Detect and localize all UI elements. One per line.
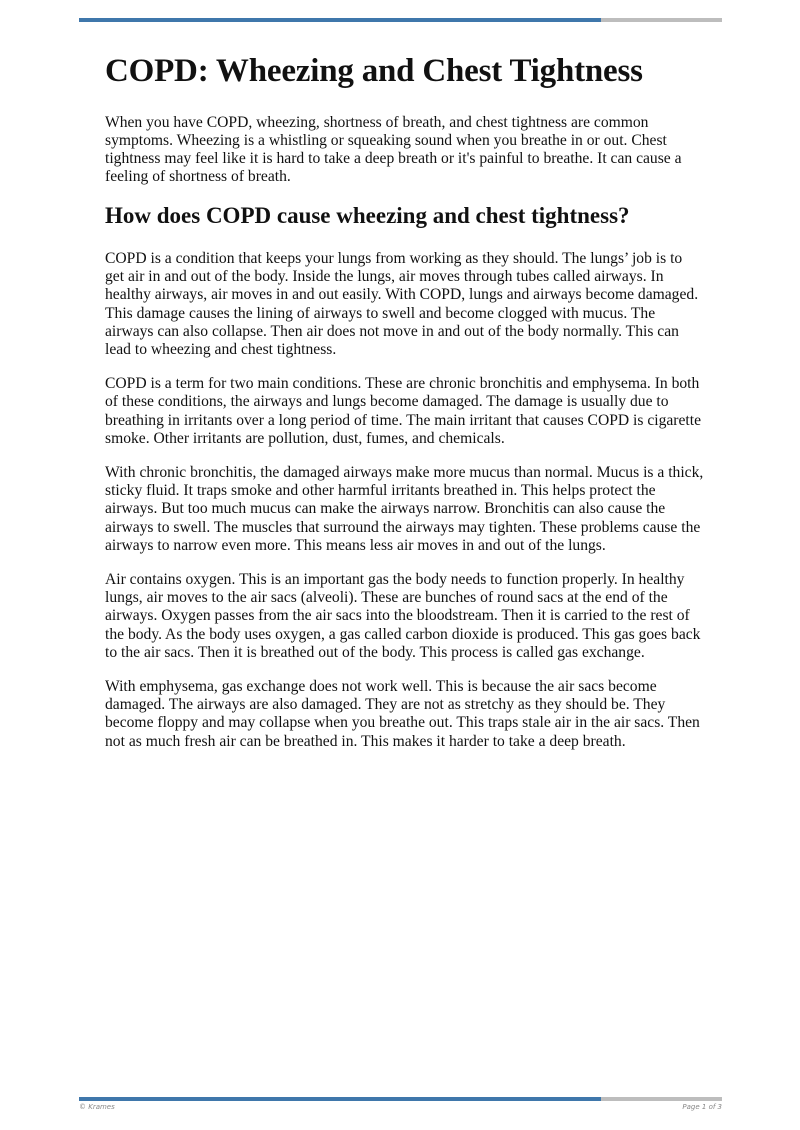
body-paragraph: COPD is a condition that keeps your lungs from working as they should. The lungs’ job is to get air in and out of the body. Inside the lungs, air moves through tubes called airways. In healthy airways, air moves in and out easily. With COPD, lungs and airways become damaged. This damage causes the lining of airways to swell and become clogged with mucus. The airways can also collapse. Then air does not move in and out of the body normally. This can lead to wheezing and chest tightness. bbox=[105, 250, 699, 359]
page-title: COPD: Wheezing and Chest Tightness bbox=[105, 53, 643, 89]
body-paragraph: With chronic bronchitis, the damaged airways make more mucus than normal. Mucus is a thick, sticky fluid. It traps smoke and other harmful irritants breathed in. This helps protect the airways. But too much mucus can make the airways narrow. Bronchitis can also cause the airways to swell. The muscles that surround the airways may tighten. These problems cause the airways to narrow even more. This means less air moves in and out of the lungs. bbox=[105, 464, 704, 554]
document-body bbox=[105, 52, 705, 767]
section-heading: How does COPD cause wheezing and chest tightness? bbox=[105, 203, 630, 229]
header-bar-primary bbox=[79, 18, 601, 22]
intro-paragraph: When you have COPD, wheezing, shortness of breath, and chest tightness are common symptoms. Wheezing is a whistling or squeaking sound when you breathe in or out. Chest tightness may feel like it is hard to take a deep breath or it's painful to breathe. It can cause a feeling of shortness of breath. bbox=[105, 113, 682, 186]
body-paragraph: With emphysema, gas exchange does not work well. This is because the air sacs become damaged. The airways are also damaged. They are not as stretchy as they should be. They become floppy and may collapse when you breathe out. This traps stale air in the air sacs. Then not as much fresh air can be breathed in. This makes it harder to take a deep breath. bbox=[105, 678, 700, 750]
page-indicator: Page 1 of 3 bbox=[682, 1103, 722, 1111]
footer-bar-secondary bbox=[601, 1097, 722, 1101]
header-bar-secondary bbox=[601, 18, 722, 22]
copyright-text: © Krames bbox=[79, 1103, 115, 1111]
page-footer bbox=[79, 1103, 722, 1111]
body-paragraph: COPD is a term for two main conditions. These are chronic bronchitis and emphysema. In both of these conditions, the airways and lungs become damaged. The damage is usually due to breathing in irritants over a long period of time. The main irritant that causes COPD is cigarette smoke. Other irritants are pollution, dust, fumes, and chemicals. bbox=[105, 375, 702, 447]
footer-bar-primary bbox=[79, 1097, 601, 1101]
body-paragraph: Air contains oxygen. This is an important gas the body needs to function properly. In healthy lungs, air moves to the air sacs (alveoli). These are bunches of round sacs at the end of the airways. Oxygen passes from the air sacs into the bloodstream. Then it is carried to the rest of the body. As the body uses oxygen, a gas called carbon dioxide is produced. This gas goes back to the air sacs. Then it is breathed out of the body. This process is called gas exchange. bbox=[105, 571, 701, 661]
footer-divider-bar bbox=[79, 1097, 722, 1101]
header-divider-bar bbox=[79, 18, 722, 22]
